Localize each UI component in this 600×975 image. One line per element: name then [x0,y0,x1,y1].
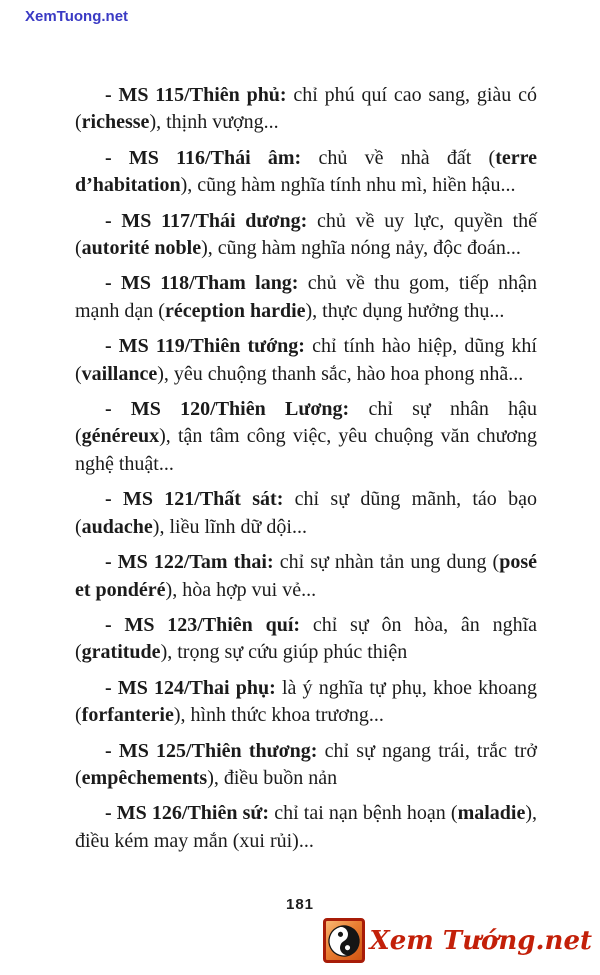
paragraph [75,333,537,388]
paragraph [75,612,537,667]
footer-watermark-logo[interactable] [323,918,592,963]
text-run: ), yêu chuộng thanh sắc, hào hoa phong nhã... [157,362,524,385]
bold-run: gratitude [81,641,161,664]
paragraph [75,208,537,263]
text-run: chỉ sự nhàn tản ung dung ( [279,551,500,574]
paragraph [75,82,537,137]
text-run: chỉ tai nạn bệnh hoạn ( [274,802,458,825]
paragraph [75,549,537,604]
text-run: là ý nghĩa tự phụ, khoe khoang ( [75,676,537,727]
bold-run: - MS 119/Thiên tướng: [105,335,313,358]
paragraph [75,738,537,793]
text-run: ), hình thức khoa trương... [173,704,384,727]
text-run: chủ về thu gom, tiếp nhận mạnh dạn ( [75,272,538,322]
paragraph [75,675,537,730]
bold-run: audache [81,515,153,538]
paragraph [75,486,537,541]
paragraph [75,145,537,200]
bold-run: réception hardie [164,299,306,322]
text-run: chỉ tính hào hiệp, dũng khí ( [75,335,537,385]
page-body [75,82,537,863]
bold-run: richesse [81,111,150,134]
paragraphs [75,82,537,855]
bold-run: - MS 126/Thiên sứ: [105,802,275,825]
paragraph [75,396,537,478]
text-run: ), thịnh vượng... [149,111,279,134]
text-run: chỉ sự ngang trái, trắc trở ( [75,739,537,789]
bold-run: - MS 125/Thiên thương: [105,739,325,762]
bold-run: - MS 121/Thất sát: [105,488,295,511]
text-run: ), cũng hàm nghĩa nóng nảy, độc đoán... [201,237,521,260]
bold-run: terre d’habitation [75,146,537,197]
bold-run: - MS 118/Tham lang: [105,272,308,295]
footer-logo-text: Xem Tướng.net [369,925,592,956]
yinyang-icon [323,918,365,963]
text-run: ), điều kém may mắn (xui rủi)... [75,802,538,852]
text-run: chỉ phú quí cao sang, giàu có ( [75,84,537,134]
bold-run: - MS 117/Thái dương: [105,209,318,232]
bold-run: - MS 124/Thai phụ: [105,676,282,699]
text-run: ), thực dụng hưởng thụ... [305,299,505,322]
text-run: chỉ sự ôn hòa, ân nghĩa ( [75,613,538,664]
text-run: chỉ sự nhân hậu ( [75,398,537,448]
text-run: chỉ sự dũng mãnh, táo bạo ( [75,488,537,538]
bold-run: posé et pondéré [75,551,537,601]
bold-run: empêchements [81,766,208,789]
page-number: 181 [285,896,315,913]
bold-run: autorité noble [81,237,202,260]
header-site-link[interactable]: XemTuong.net [25,8,129,25]
text-run: ), trọng sự cứu giúp phúc thiện [160,641,408,664]
bold-run: - MS 115/Thiên phủ: [105,84,294,106]
text-run: chủ về nhà đất ( [318,146,496,169]
bold-run: maladie [457,802,526,825]
bold-run: - MS 123/Thiên quí: [105,613,313,636]
paragraph [75,800,537,855]
text-run: ), liều lĩnh dữ dội... [152,515,307,538]
paragraph [75,270,537,325]
bold-run: - MS 120/Thiên Lương: [105,398,369,421]
text-run: ), điều buồn nản [207,766,338,789]
bold-run: - MS 116/Thái âm: [105,146,319,169]
bold-run: vaillance [81,362,158,385]
text-run: ), hòa hợp vui vẻ... [165,578,317,601]
text-run: ), tận tâm công việc, yêu chuộng văn chương nghệ thuật... [75,425,537,475]
bold-run: forfanterie [81,704,174,727]
text-run: chủ về uy lực, quyền thế ( [75,209,537,260]
text-run: ), cũng hàm nghĩa tính nhu mì, hiền hậu... [180,174,516,197]
bold-run: généreux [81,425,160,448]
bold-run: - MS 122/Tam thai: [105,551,280,574]
